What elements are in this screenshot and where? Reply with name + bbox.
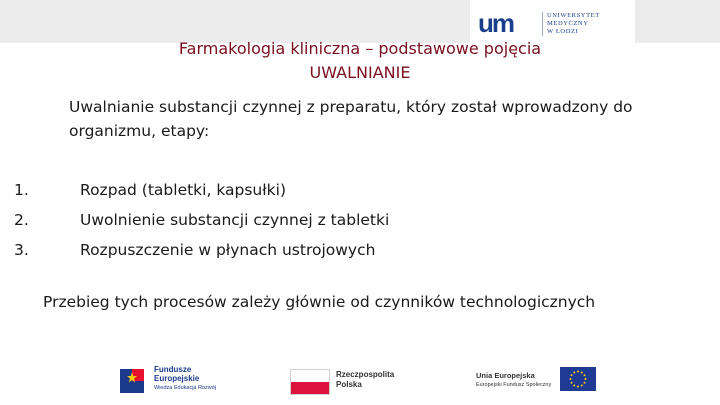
step-item [14,175,389,205]
step-item [14,205,389,235]
fundusze-line-2: Europejskie [154,374,200,383]
slide-title: Farmakologia kliniczna – podstawowe pojęcia [178,39,542,58]
um-logo-mark: um [478,8,513,38]
fundusze-line-3: Wiedza Edukacja Rozwój [154,385,217,391]
logo-text-line-3: W ŁODZI [547,28,579,35]
step-item [14,235,389,265]
rzeczpospolita-line-2: Polska [336,380,362,389]
rzeczpospolita-logo [290,361,430,399]
unia-europejska-logo [476,361,606,399]
unia-line-1: Unia Europejska [476,371,535,380]
logo-text-line-2: MEDYCZNY [547,20,589,27]
logo-divider [542,12,543,36]
summary-text: Przebieg tych procesów zależy głównie od czynników technologicznych [43,293,596,311]
step-number: 1. [14,181,29,199]
step-number: 2. [14,211,29,229]
unia-line-2: Europejski Fundusz Społeczny [476,382,552,388]
step-number: 3. [14,241,29,259]
slide-subtitle: UWALNIANIE [309,63,411,82]
fundusze-line-1: Fundusze [154,365,192,374]
polish-flag-icon [290,369,330,395]
step-text: Rozpuszczenie w płynach ustrojowych [80,241,376,259]
fundusze-europejskie-icon [118,363,150,395]
logo-text [547,12,600,36]
intro-paragraph: Uwalnianie substancji czynnej z preparatu, który został wprowadzony do organizmu, etapy: [69,98,633,140]
university-logo [470,0,635,43]
step-text: Uwolnienie substancji czynnej z tabletki [80,211,390,229]
footer-logos [0,355,720,405]
steps-list [14,175,389,265]
fundusze-europejskie-logo [118,361,268,399]
step-text: Rozpad (tabletki, kapsułki) [80,181,286,199]
rzeczpospolita-line-1: Rzeczpospolita [336,370,395,379]
eu-flag-icon [560,367,596,391]
logo-text-line-1: UNIWERSYTET [547,12,600,19]
